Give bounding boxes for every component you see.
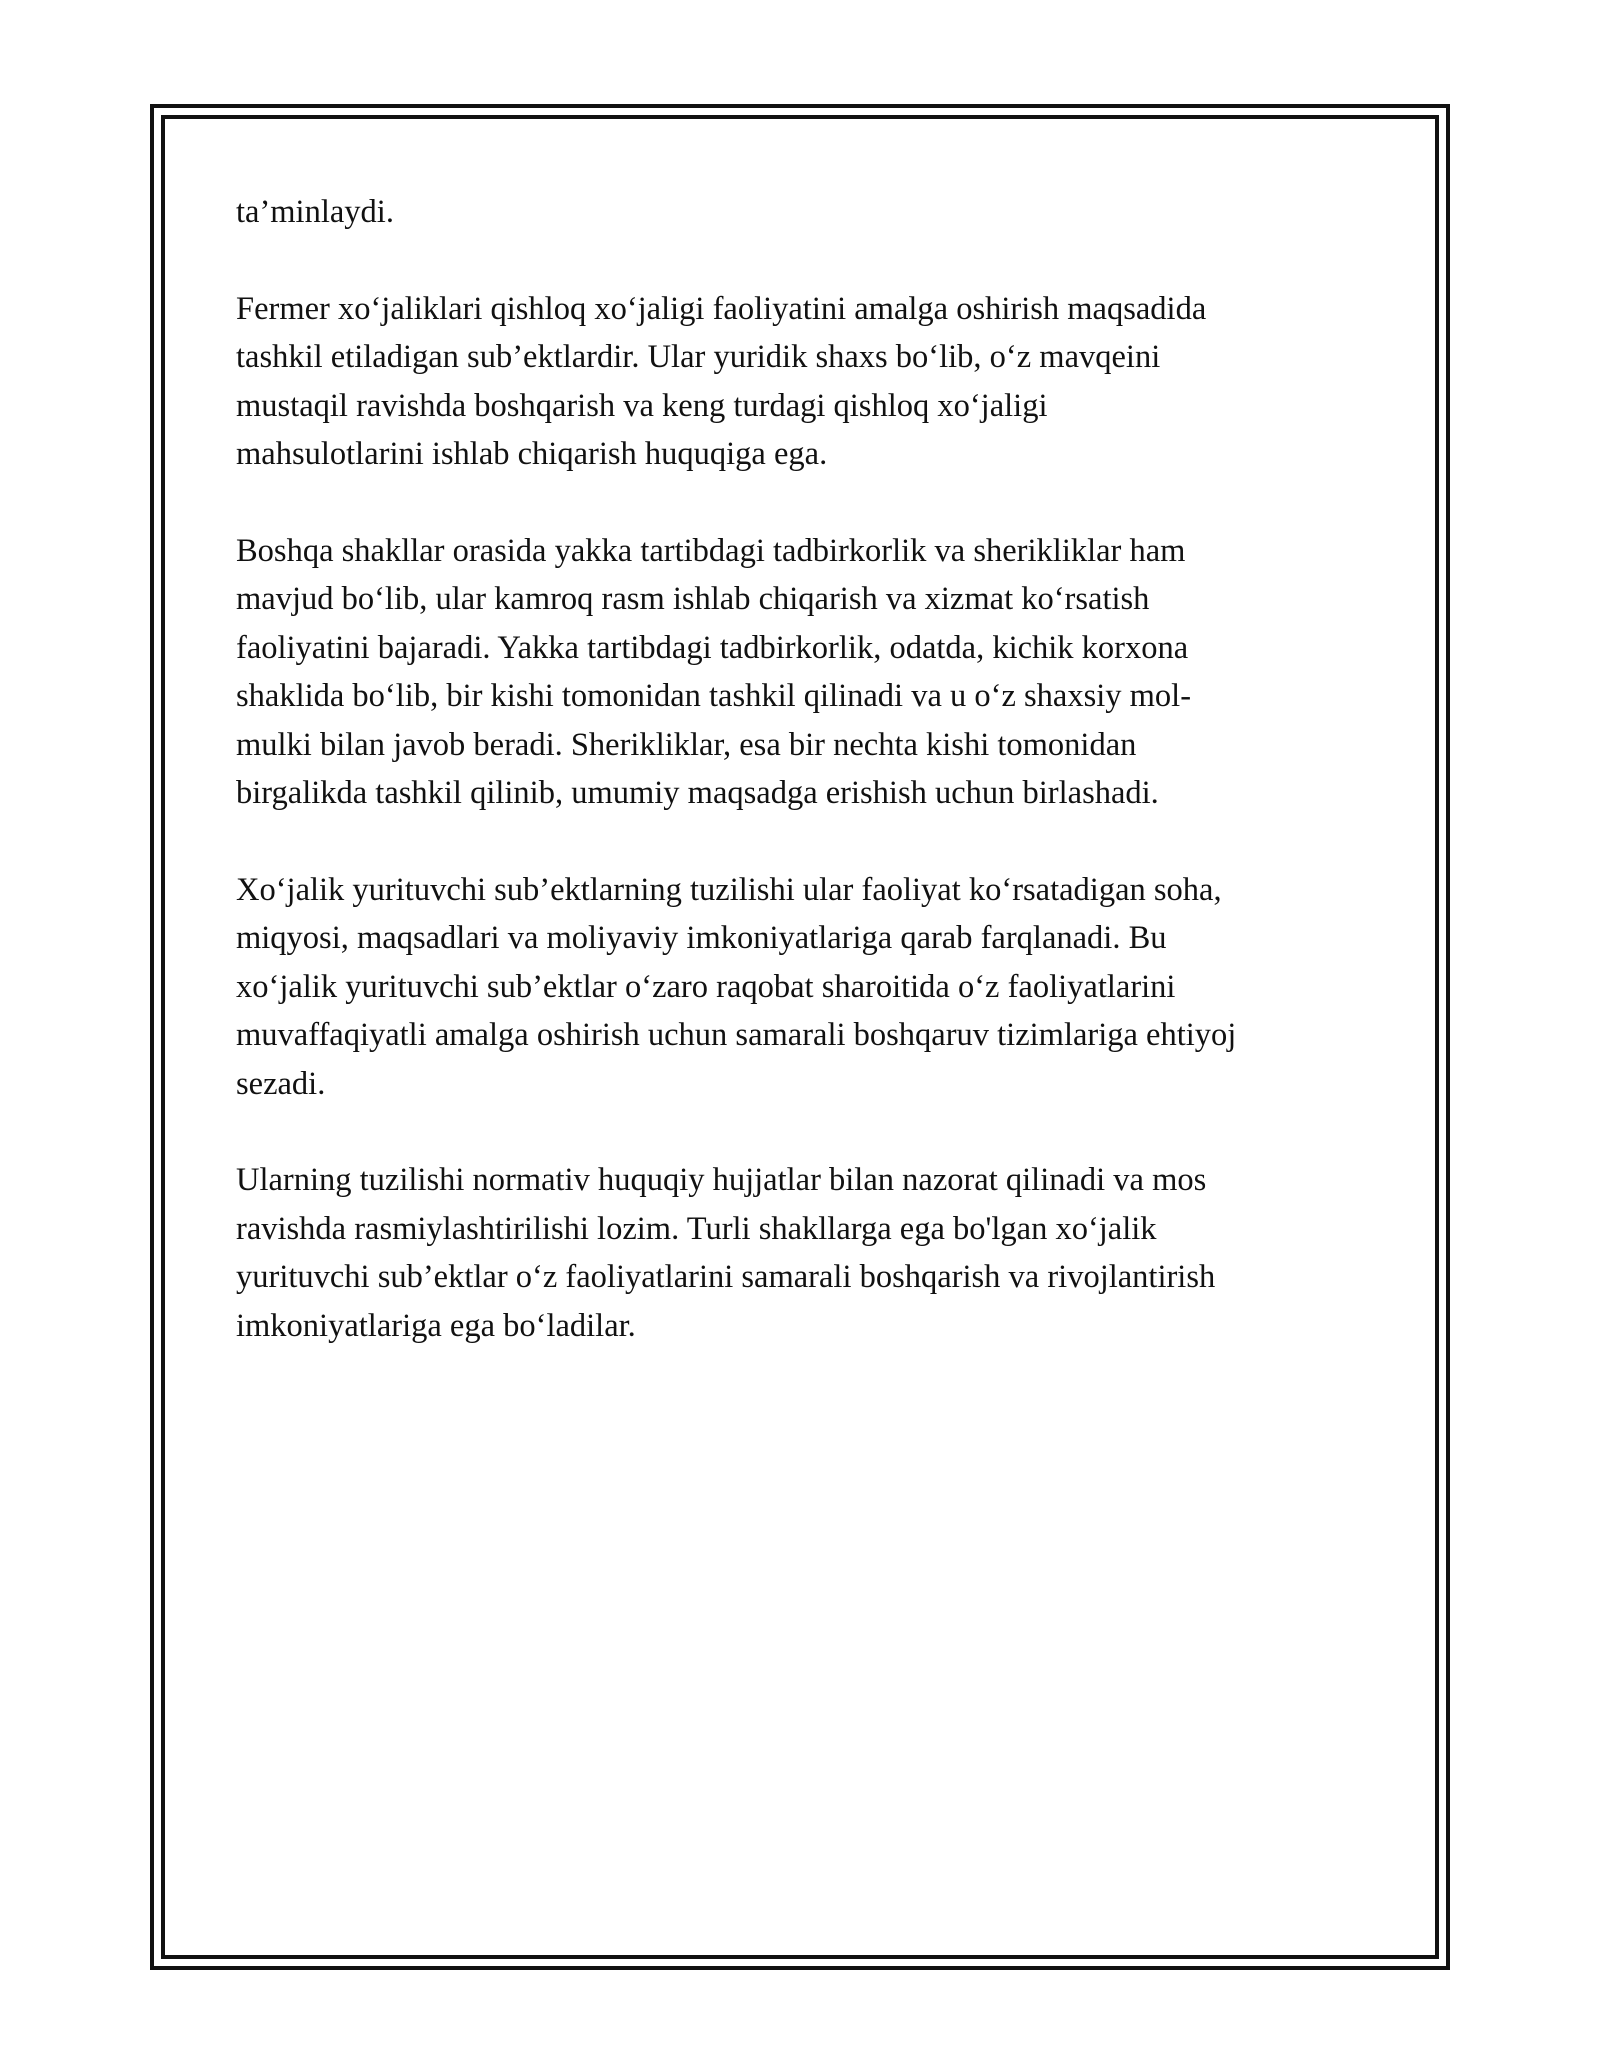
paragraph-regulation: Ularning tuzilishi normativ huquqiy hujjatlar bilan nazorat qilinadi va mos ravishda rasmiylashtirilishi lozim. Turli shakllarga ega bo'lgan xo‘jalik yurituvchi sub’ektlar o‘z faoliyatlarini samarali boshqarish va rivojlantirish imkoniyatlariga ega bo‘ladilar. bbox=[236, 1162, 1216, 1344]
paragraph-entity-structure: Xo‘jalik yurituvchi sub’ektlarning tuzilishi ular faoliyat ko‘rsatadigan soha, miqyosi, maqsadlari va moliyaviy imkoniyatlariga qarab farqlanadi. Bu xo‘jalik yurituvchi sub’ektlar o‘zaro raqobat sharoitida o‘z faoliyatlarini muvaffaqiyatli amalga oshirish uchun samarali boshqaruv tizimlariga ehtiyoj sezadi. bbox=[236, 871, 1237, 1102]
paragraph-farm-enterprises: Fermer xo‘jaliklari qishloq xo‘jaligi faoliyatini amalga oshirish maqsadida tashkil etiladigan sub’ektlardir. Ular yuridik shaxs bo‘lib, o‘z mavqeini mustaqil ravishda boshqarish va keng turdagi qishloq xo‘jaligi mahsulotlarini ishlab chiqarish huquqiga ega. bbox=[236, 290, 1207, 472]
paragraph-continuation: ta’minlaydi. bbox=[236, 194, 394, 230]
document-body bbox=[236, 188, 1386, 1398]
paragraph-other-forms: Boshqa shakllar orasida yakka tartibdagi tadbirkorlik va sherikliklar ham mavjud bo‘lib, ular kamroq rasm ishlab chiqarish va xizmat ko‘rsatish faoliyatini bajaradi. Yakka tartibdagi tadbirkorlik, odatda, kichik korxona shaklida bo‘lib, bir kishi tomonidan tashkil qilinadi va u o‘z shaxsiy mol- mulki bilan javob beradi. Sherikliklar, esa bir nechta kishi tomonidan birgalikda tashkil qilinib, umumiy maqsadga erishish uchun birlashadi. bbox=[236, 532, 1192, 811]
